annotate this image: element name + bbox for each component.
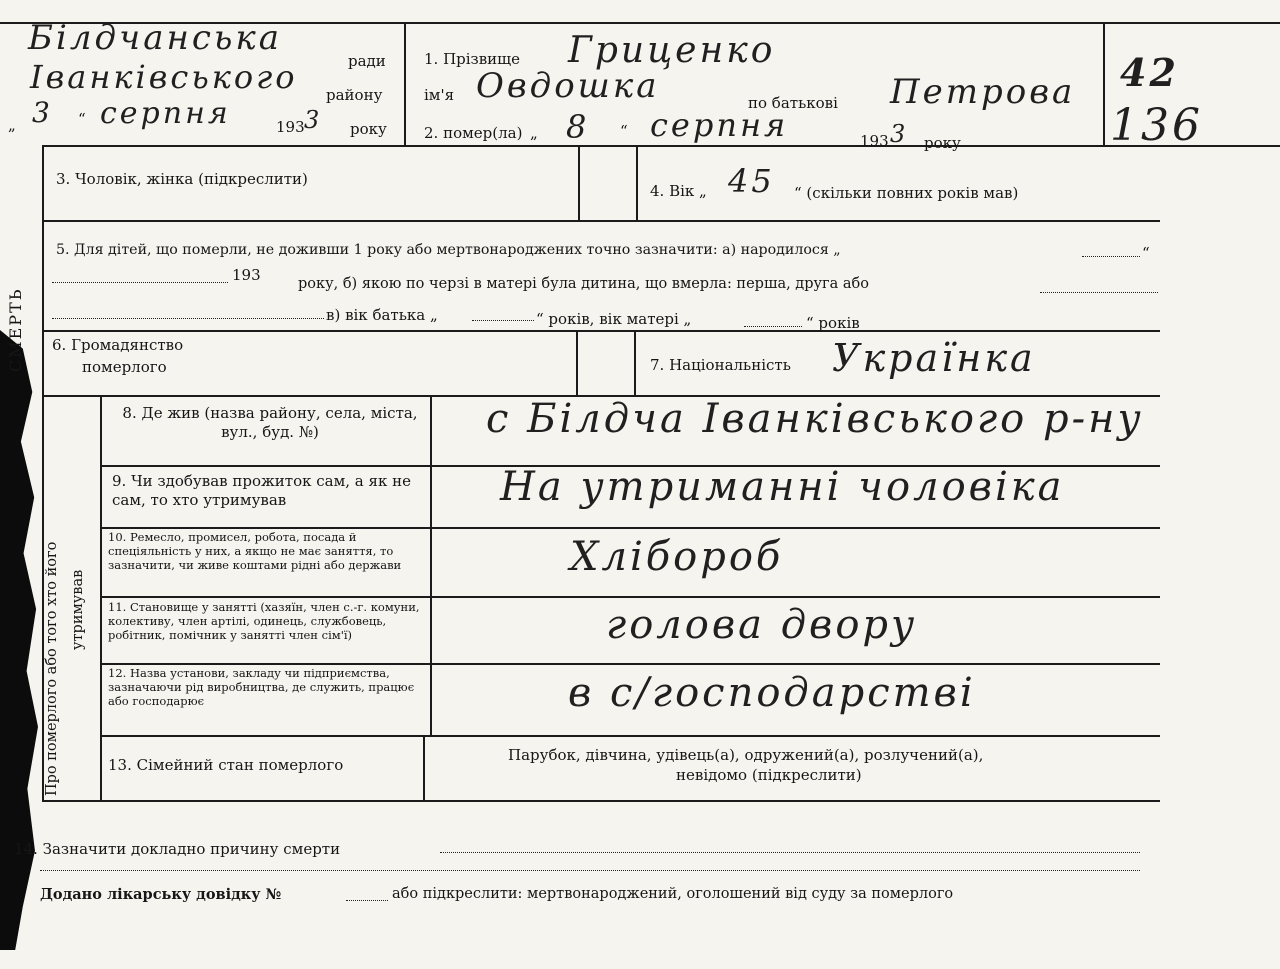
row5-year: 193 (232, 266, 261, 284)
row-line (100, 596, 1160, 598)
margin-number-1: 42 (1120, 50, 1179, 95)
row5-line2: року, б) якою по черзі в матері була дитина, що вмерла: перша, друга або (298, 276, 870, 292)
row5-line3-b: “ років, вік матері „ (536, 310, 692, 328)
row-line (100, 527, 1160, 529)
row5-line3-c: “ років (806, 314, 860, 332)
row8-label: 8. Де жив (назва району, села, міста, вул., буд. №) (122, 404, 418, 441)
row6-label-2: померлого (82, 358, 167, 376)
hw-nationality: Українка (832, 336, 1036, 380)
row3-label: 3. Чоловік, жінка (підкреслити) (56, 170, 308, 188)
label-col-divider (430, 395, 432, 735)
row11-label: 11. Становище у занятті (хазяїн, член с.-г. комуни, колективу, член артілі, одинець, службовець, робітник, помічник у занятті член сім'ї) (108, 600, 420, 642)
margin-number-2: 136 (1110, 100, 1203, 151)
row-line (42, 800, 1160, 802)
field2-label: 2. помер(ла) (424, 124, 523, 142)
row4-label-pre: 4. Вік „ (650, 182, 707, 200)
hw-surname: Гриценко (568, 30, 776, 71)
died-roku: року (924, 134, 961, 152)
left-margin-word: СМЕРТЬ (6, 287, 25, 372)
row12-label: 12. Назва установи, закладу чи підприємства, зазначаючи рід виробництва, де служить, працює або господарює (108, 666, 415, 708)
col-divider (634, 330, 636, 395)
rada-label: ради (348, 52, 386, 70)
death-record-form: Білдчанська ради Іванківського району „ 3 “ серпня 193 3 року 1. Прізвище Гриценко ім'я Овдошка по батькові Петрова 2. помер(ла) „ 8 “ серпня 193 3 року 42 136 3. Чоловік, жінка (підкреслити) 4. Вік „ 45 “ (скільки повних років мав) 5. Для дітей, що померли, не доживши 1 року або мертвонароджених точно зазначити: а) народилося „ “ 193 року, б) якою по черзі в матері була дитина, що вмерла: перша, друга або в) вік батька „ “ років, вік матері „ “ років 6. Громадянство померлого 7. Національність Українка Про померлого або того хто його утримував СМЕРТЬ 8. Де жив (назва району, села, міста, вул., буд. №) с Білдча Іванківського р-ну 9. Чи здобував прожиток сам, а як не сам, то хто утримував На утриманні чоловіка 10. Ремесло, промисел, робота, посада й спеціяльність у них, а якщо не має заняття, то зазначити, чи живе коштами рідні або держави Хлібороб 11. Становище у занятті (хазяїн, член с.-г. комуни, колективу, член артілі, одинець, службовець, робітник, помічник у занятті член сім'ї) голова двору 12. Назва установи, закладу чи підприємства, зазначаючи рід виробництва, де служить, працює або господарює в с/господарстві 13. Сімейний стан померлого Парубок, дівчина, удівець(а), одружений(а), розлучений(а), невідомо (підкреслити) 14. Зазначити докладно причину смерти Додано лікарську довідку № або підкреслити: мертвонароджений, оголошений від суду за померлого (0, 0, 1280, 969)
row7-label: 7. Національність (650, 356, 791, 374)
side-label-2: утримував (70, 569, 86, 650)
row-line (100, 735, 1160, 737)
footer-label-b: або підкреслити: мертвонароджений, оголошений від суду за померлого (392, 886, 954, 902)
row4-label-post: “ (скільки повних років мав) (794, 184, 1019, 202)
hw-name: Овдошка (476, 66, 660, 106)
hw-month: серпня (100, 96, 231, 131)
row-line (42, 145, 1280, 147)
margin-divider (1103, 22, 1105, 145)
row14-label: 14. Зазначити докладно причину смерти (14, 840, 341, 858)
patronymic-label: по батькові (748, 94, 838, 112)
label-col-divider (423, 735, 425, 800)
hw-age: 45 (728, 162, 775, 200)
hw-rada: Білдчанська (28, 18, 282, 58)
row10-label: 10. Ремесло, промисел, робота, посада й спеціяльність у них, а якщо не має заняття, то зазначити, чи живе коштами рідні або держави (108, 530, 402, 572)
hw-year: 3 (304, 106, 320, 134)
row13-options-2: невідомо (підкреслити) (676, 766, 862, 784)
year-prefix: 193 (276, 118, 305, 136)
hw-patronymic: Петрова (890, 72, 1076, 112)
hw-died-year: 3 (890, 120, 906, 148)
died-year-prefix: 193 (860, 132, 889, 150)
row5-line3-a: в) вік батька „ (326, 306, 438, 324)
row13-options-1: Парубок, дівчина, удівець(а), одружений(а), розлучений(а), (508, 746, 984, 764)
row-line (42, 220, 1160, 222)
roku-label: року (350, 120, 387, 138)
hw-died-day: 8 (566, 108, 590, 146)
row6-label-1: 6. Громадянство (52, 336, 184, 354)
header-divider (404, 22, 406, 145)
hw-rayon: Іванківського (30, 58, 298, 96)
hw-occupation: Хлібороб (570, 534, 784, 580)
col-divider (578, 145, 580, 220)
imya-label: ім'я (424, 86, 455, 104)
row-line (100, 663, 1160, 665)
col-divider (636, 145, 638, 220)
hw-position: голова двору (606, 602, 918, 648)
side-label-1: Про померлого або того хто його (44, 541, 60, 796)
field1-label: 1. Прізвище (424, 50, 521, 68)
row13-label: 13. Сімейний стан померлого (108, 756, 344, 774)
hw-day: 3 (32, 96, 53, 129)
footer-label-a: Додано лікарську довідку № (40, 886, 282, 903)
hw-died-month: серпня (650, 106, 789, 144)
hw-workplace: в с/господарстві (568, 670, 976, 716)
hw-residence: с Білдча Іванківського р-ну (486, 396, 1144, 442)
row5-line1: 5. Для дітей, що померли, не доживши 1 року або мертвонароджених точно зазначити: а) народилося „ (56, 242, 841, 258)
hw-support: На утриманні чоловіка (500, 464, 1065, 510)
rayon-label: району (326, 86, 383, 104)
col-divider (576, 330, 578, 395)
row9-label: 9. Чи здобував прожиток сам, а як не сам, то хто утримував (112, 472, 411, 509)
row-line (42, 330, 1160, 332)
